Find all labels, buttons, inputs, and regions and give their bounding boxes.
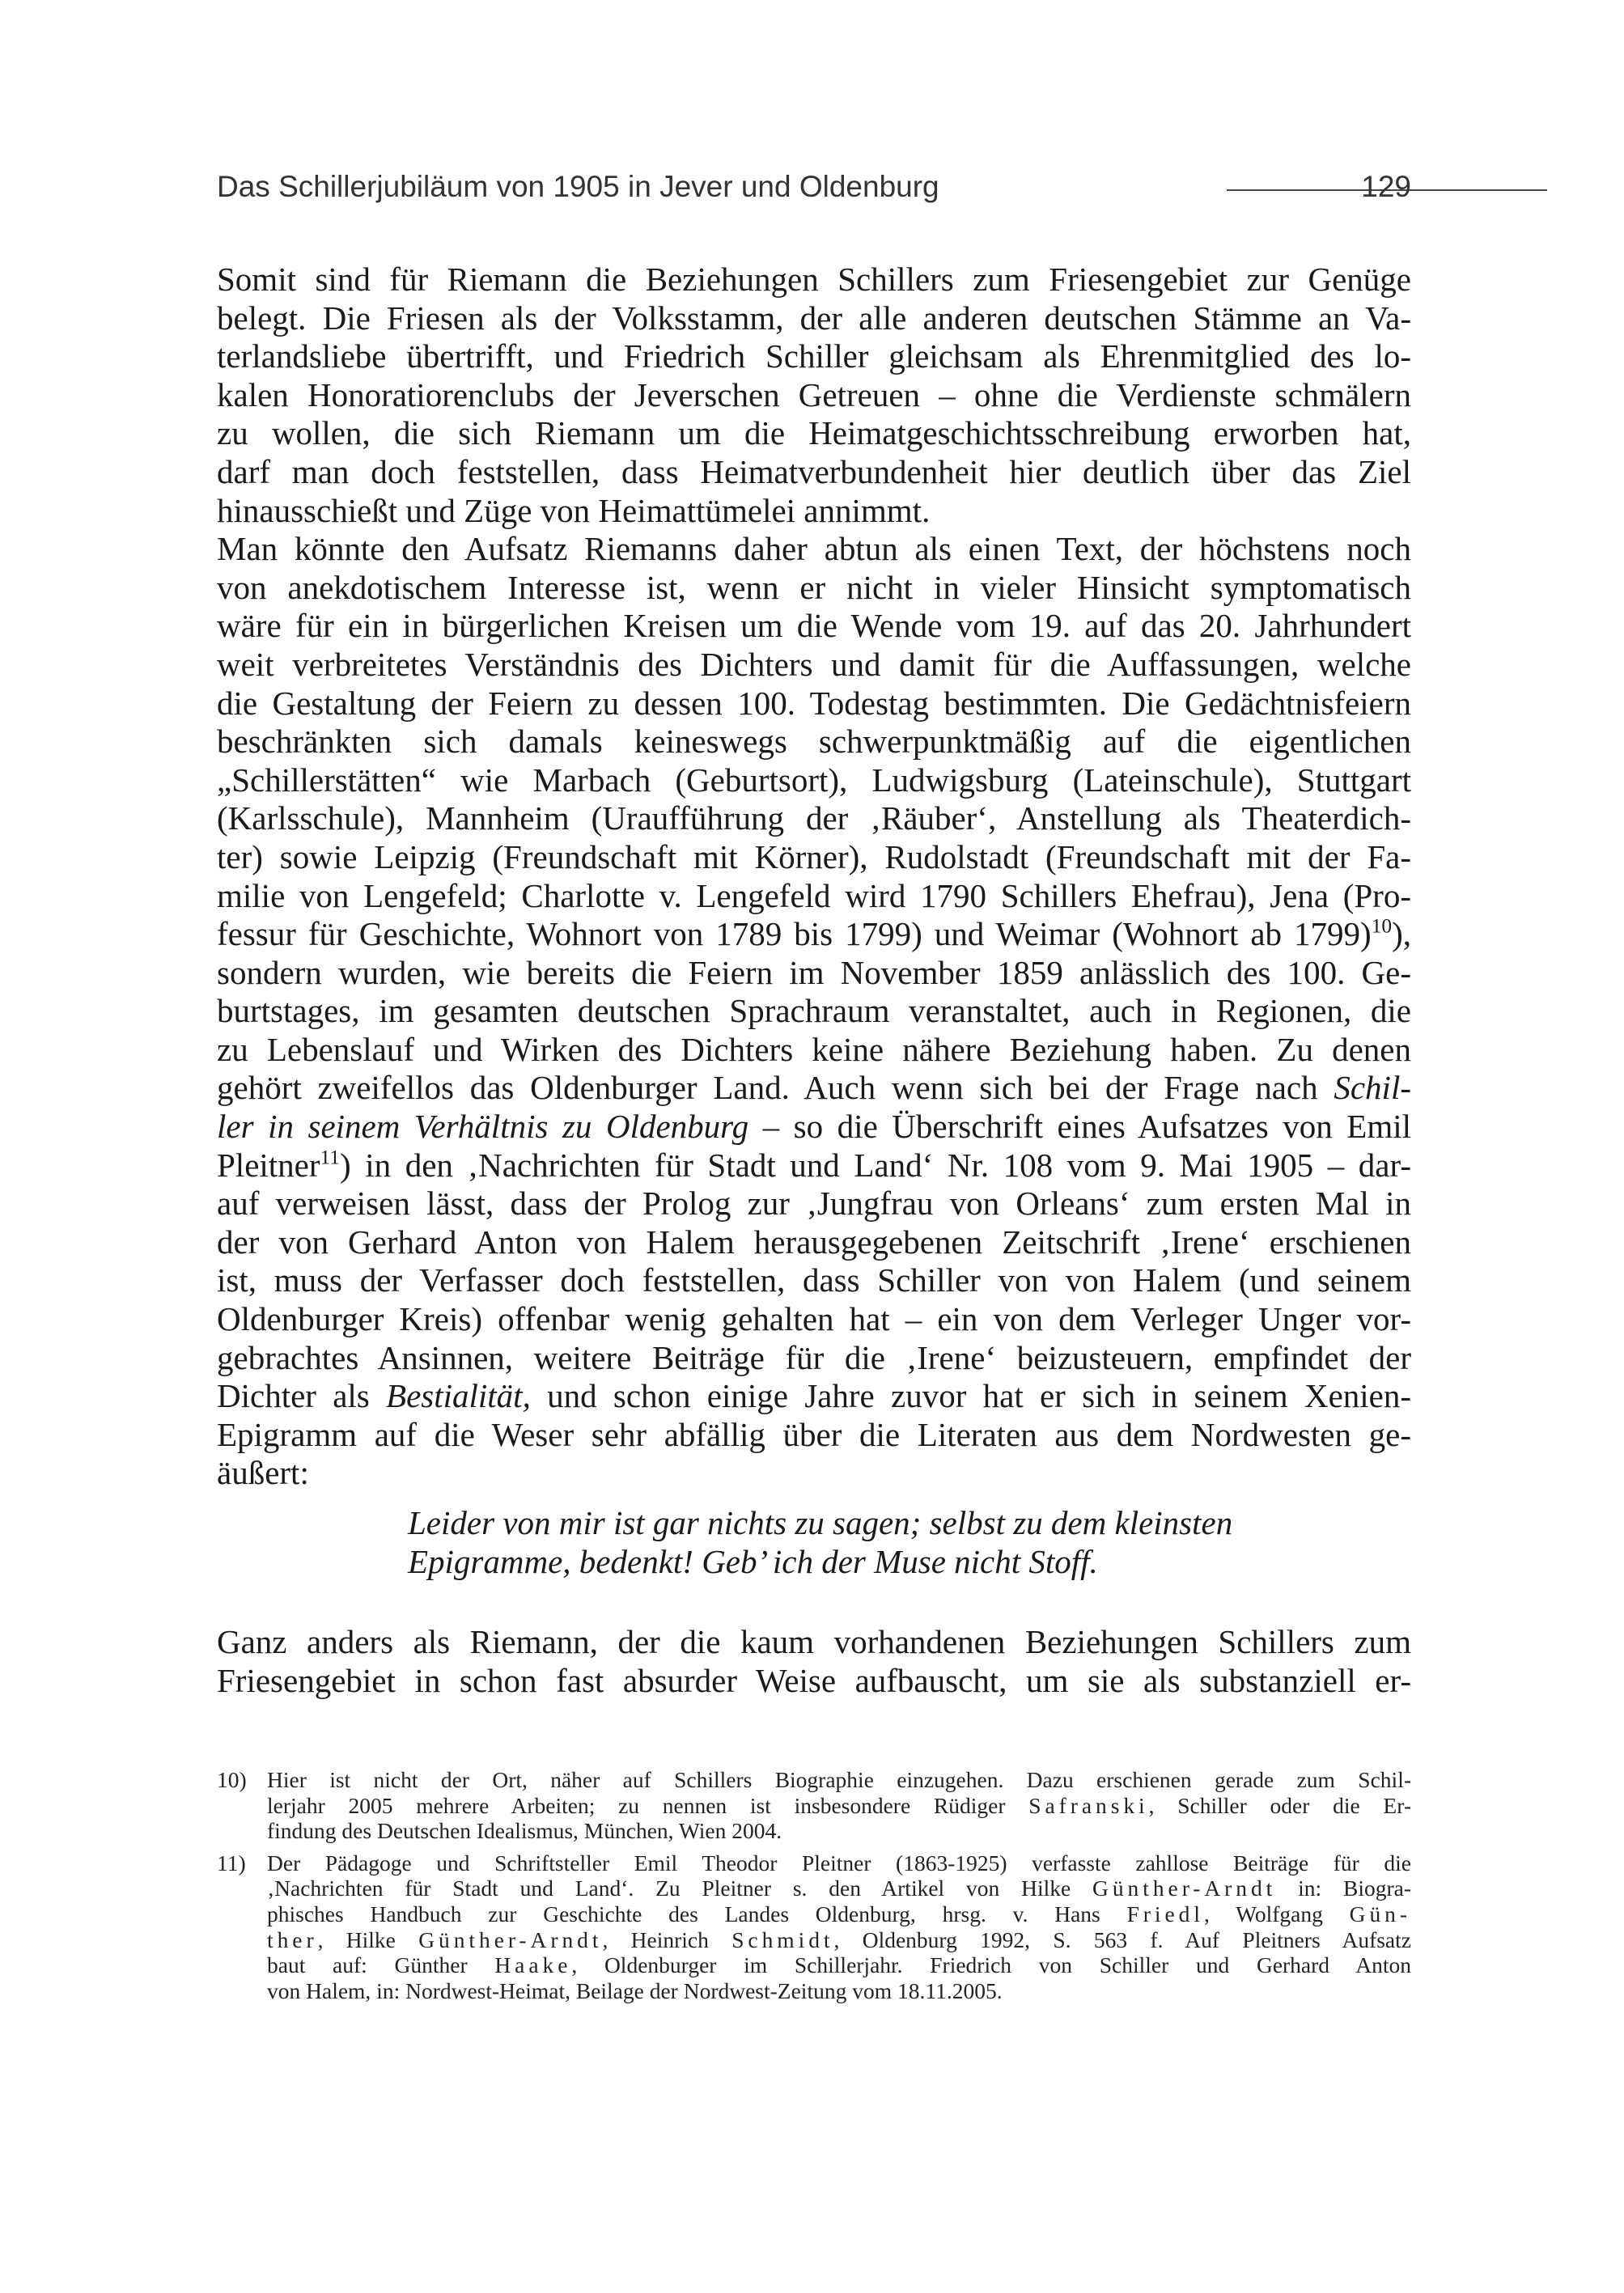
page-number: 129 bbox=[1361, 170, 1411, 203]
text-segment: , Schiller oder die Er- bbox=[1148, 1792, 1411, 1818]
author-name: Schmidt bbox=[731, 1926, 834, 1952]
text-line: Friesengebiet in schon fast absurder Weise aufbauscht, um sie als substanziell er- bbox=[217, 1661, 1411, 1699]
author-name: Haake bbox=[494, 1952, 572, 1978]
footnote-ref: 10 bbox=[1371, 914, 1393, 938]
text-line bbox=[217, 1146, 1411, 1185]
footnotes bbox=[217, 1767, 1411, 2010]
text-line: ist, muss der Verfasser doch feststellen, dass Schiller von von Halem (und seinem bbox=[217, 1261, 1411, 1299]
text-line: darf man doch feststellen, dass Heimatverbundenheit hier deutlich über das Ziel bbox=[217, 452, 1411, 490]
text-line: sondern wurden, wie bereits die Feiern im November 1859 anlässlich des 100. Ge- bbox=[217, 953, 1411, 991]
text-line: hinausschießt und Züge von Heimattümelei annimmt. bbox=[217, 491, 931, 529]
footnote-ref: 11 bbox=[320, 1145, 340, 1168]
author-name: ther bbox=[267, 1926, 318, 1952]
text-line: kalen Honoratiorenclubs der Jeverschen Getreuen – ohne die Verdienste schmälern bbox=[217, 375, 1411, 413]
text-line: (Karlsschule), Mannheim (Uraufführung der ‚Räuber‘, Anstellung als Theaterdich- bbox=[217, 799, 1411, 837]
text-line: der von Gerhard Anton von Halem herausgegebenen Zeitschrift ‚Irene‘ erschienen bbox=[217, 1223, 1411, 1261]
text-segment: , Heinrich bbox=[602, 1926, 732, 1952]
text-segment: ) in den ‚Nachrichten für Stadt und Land‘ Nr. 108 vom 9. Mai 1905 – dar- bbox=[340, 1146, 1411, 1184]
footnote-text bbox=[267, 1850, 1411, 2004]
author-name: Safranski bbox=[1028, 1792, 1149, 1818]
text-segment: und schon einige Jahre zuvor hat er sich in seinem Xenien- bbox=[530, 1377, 1412, 1415]
text-line: beschränkten sich damals keineswegs schwerpunktmäßig auf die eigentlichen bbox=[217, 723, 1411, 761]
footnote-line: von Halem, in: Nordwest-Heimat, Beilage der Nordwest-Zeitung vom 18.11.2005. bbox=[267, 1977, 1003, 2003]
footnote-line: Hier ist nicht der Ort, näher auf Schillers Biographie einzugehen. Dazu erschienen gerade zum Schil- bbox=[267, 1767, 1411, 1792]
text-segment: lerjahr 2005 mehrere Arbeiten; zu nennen ist insbesondere Rüdiger bbox=[267, 1792, 1029, 1818]
footnote-line bbox=[267, 1952, 1411, 1978]
text-segment: phisches Handbuch zur Geschichte des Landes Oldenburg, hrsg. v. Hans bbox=[267, 1901, 1127, 1926]
text-segment: ‚Nachrichten für Stadt und Land‘. Zu Pleitner s. den Artikel von Hilke bbox=[267, 1876, 1093, 1901]
text-line: burtstages, im gesamten deutschen Sprachraum veranstaltet, auch in Regionen, die bbox=[217, 992, 1411, 1030]
text-line: auf verweisen lässt, dass der Prolog zur ‚Jungfrau von Orleans‘ zum ersten Mal in bbox=[217, 1185, 1411, 1223]
text-segment: – so die Überschrift eines Aufsatzes von Emil bbox=[748, 1108, 1411, 1146]
text-segment: gehört zweifellos das Oldenburger Land. Auch wenn sich bei der Frage nach bbox=[217, 1069, 1334, 1107]
text-line: belegt. Die Friesen als der Volksstamm, der alle anderen deutschen Stämme an Va- bbox=[217, 299, 1411, 337]
text-line: von anekdotischem Interesse ist, wenn er nicht in vieler Hinsicht symptomatisch bbox=[217, 568, 1411, 606]
text-segment: , Oldenburg 1992, S. 563 f. Auf Pleitners Aufsatz bbox=[833, 1926, 1411, 1952]
text-line: Epigramm auf die Weser sehr abfällig über die Literaten aus dem Nordwesten ge- bbox=[217, 1415, 1411, 1453]
text-line: Man könnte den Aufsatz Riemanns daher abtun als einen Text, der höchstens noch bbox=[217, 530, 1411, 568]
text-line: zu wollen, die sich Riemann um die Heimatgeschichtsschreibung erworben hat, bbox=[217, 414, 1411, 452]
verse-quote bbox=[217, 1504, 1411, 1581]
text-segment: in: Biogra- bbox=[1276, 1876, 1411, 1901]
text-line: wäre für ein in bürgerlichen Kreisen um die Wende vom 19. auf das 20. Jahrhundert bbox=[217, 607, 1411, 645]
footnote-line bbox=[267, 1793, 1411, 1819]
footnote-line bbox=[267, 1901, 1411, 1927]
footnote-line: Der Pädagoge und Schriftsteller Emil Theodor Pleitner (1863-1925) verfasste zahllose Beiträge für die bbox=[267, 1850, 1411, 1876]
author-name: Günther-Arndt bbox=[418, 1926, 603, 1952]
text-line bbox=[217, 915, 1411, 954]
text-line: gebrachtes Ansinnen, weitere Beiträge für die ‚Irene‘ beizusteuern, empfindet der bbox=[217, 1338, 1411, 1376]
text-line: Ganz anders als Riemann, der die kaum vorhandenen Beziehungen Schillers zum bbox=[217, 1623, 1411, 1661]
author-name: Günther-Arndt bbox=[1092, 1876, 1277, 1901]
text-line bbox=[217, 1069, 1411, 1108]
text-line: die Gestaltung der Feiern zu dessen 100. Todestag bestimmten. Die Gedächtnisfeiern bbox=[217, 684, 1411, 722]
text-line: weit verbreitetes Verständnis des Dichters und damit für die Auffassungen, welche bbox=[217, 645, 1411, 683]
text-segment: baut auf: Günther bbox=[267, 1952, 495, 1978]
verse-line: Epigramme, bedenkt! Geb’ ich der Muse nicht Stoff. bbox=[408, 1542, 1098, 1580]
body-text bbox=[217, 261, 1411, 1700]
footnote-10 bbox=[217, 1767, 1411, 1844]
text-line: milie von Lengefeld; Charlotte v. Lengefeld wird 1790 Schillers Ehefrau), Jena (Pro- bbox=[217, 876, 1411, 914]
text-line bbox=[217, 1377, 1411, 1416]
running-title: Das Schillerjubiläum von 1905 in Jever und Oldenburg bbox=[217, 170, 939, 203]
text-segment: Dichter als bbox=[217, 1377, 387, 1415]
text-line: Oldenburger Kreis) offenbar wenig gehalten hat – ein von dem Verleger Unger vor- bbox=[217, 1300, 1411, 1338]
footnote-line bbox=[267, 1927, 1411, 1953]
verse-line: Leider von mir ist gar nichts zu sagen; selbst zu dem kleinsten bbox=[408, 1504, 1233, 1541]
text-segment: , Hilke bbox=[317, 1926, 419, 1952]
text-line: Somit sind für Riemann die Beziehungen Schillers zum Friesengebiet zur Genüge bbox=[217, 261, 1411, 298]
author-name: Friedl bbox=[1126, 1901, 1204, 1926]
text-line bbox=[217, 1108, 1411, 1146]
text-segment: Pleitner bbox=[217, 1146, 320, 1184]
author-name: Gün- bbox=[1349, 1901, 1411, 1926]
footnote-text bbox=[267, 1767, 1411, 1844]
text-segment: , Wolfgang bbox=[1203, 1901, 1350, 1926]
text-segment: , Oldenburger im Schillerjahr. Friedrich von Schiller und Gerhard Anton bbox=[571, 1952, 1411, 1978]
text-line: äußert: bbox=[217, 1454, 309, 1492]
text-line: zu Lebenslauf und Wirken des Dichters keine nähere Beziehung haben. Zu denen bbox=[217, 1030, 1411, 1068]
footnote-number: 10) bbox=[217, 1767, 247, 1792]
italic-title: Schil- bbox=[1334, 1069, 1411, 1107]
italic-title: ler in seinem Verhältnis zu Oldenburg bbox=[217, 1108, 749, 1146]
italic-quote: Bestialität, bbox=[386, 1377, 531, 1415]
text-line: terlandsliebe übertrifft, und Friedrich Schiller gleichsam als Ehrenmitglied des lo- bbox=[217, 337, 1411, 375]
text-segment: ), bbox=[1392, 915, 1411, 953]
running-head bbox=[217, 170, 1411, 210]
text-line: „Schillerstätten“ wie Marbach (Geburtsort), Ludwigsburg (Lateinschule), Stuttgart bbox=[217, 761, 1411, 799]
footnote-line bbox=[267, 1876, 1411, 1901]
footnote-number: 11) bbox=[217, 1850, 246, 1876]
text-line: ter) sowie Leipzig (Freundschaft mit Körner), Rudolstadt (Freundschaft mit der Fa- bbox=[217, 837, 1411, 875]
text-segment: fessur für Geschichte, Wohnort von 1789 bis 1799) und Weimar (Wohnort ab 1799) bbox=[217, 915, 1372, 953]
footnote-line: findung des Deutschen Idealismus, München, Wien 2004. bbox=[267, 1818, 782, 1844]
footnote-11 bbox=[217, 1850, 1411, 2004]
